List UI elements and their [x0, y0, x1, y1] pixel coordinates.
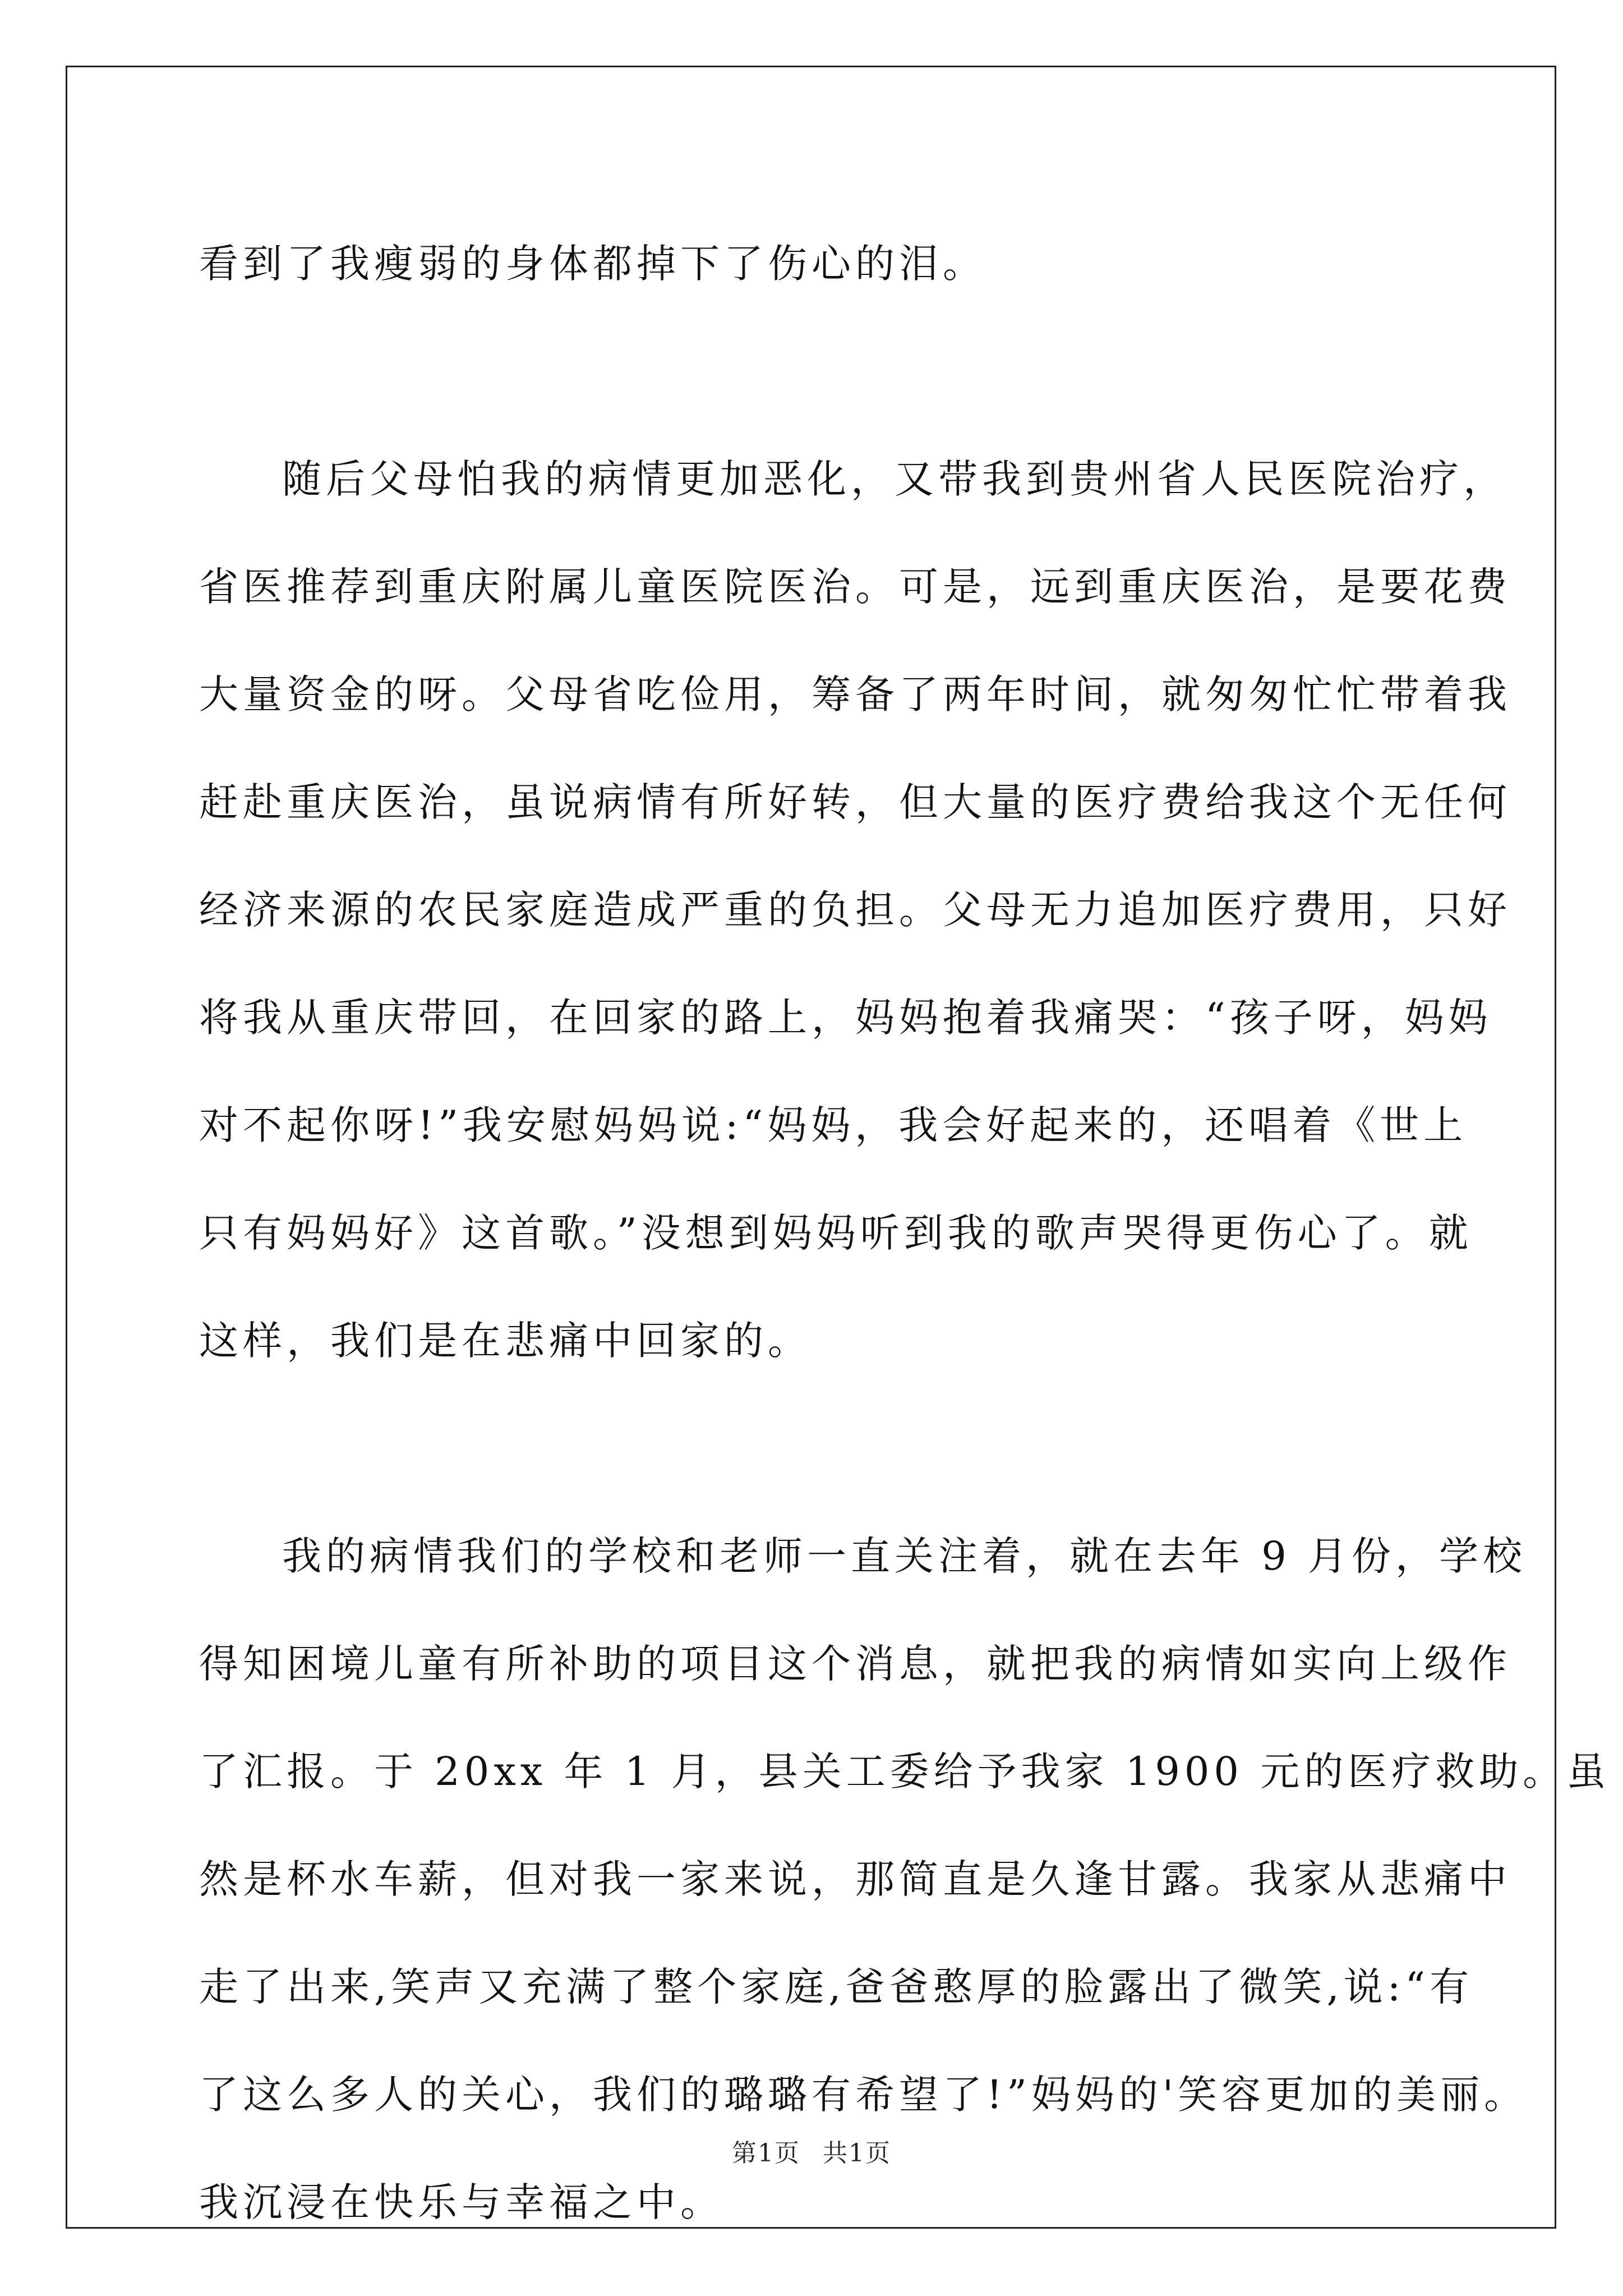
text-line: 赶赴重庆医治，虽说病情有所好转，但大量的医疗费给我这个无任何	[199, 779, 1511, 825]
text-line: 大量资金的呀。父母省吃俭用，筹备了两年时间，就匆匆忙忙带着我	[199, 671, 1511, 717]
text-line: 得知困境儿童有所补助的项目这个消息，就把我的病情如实向上级作	[199, 1641, 1511, 1687]
text-line: 省医推荐到重庆附属儿童医院医治。可是，远到重庆医治，是要花费	[199, 564, 1511, 610]
text-line: 随后父母怕我的病情更加恶化，又带我到贵州省人民医院治疗，	[282, 456, 1507, 502]
paragraph-gap	[199, 1395, 1450, 1502]
text-line: 然是杯水车薪，但对我一家来说，那简直是久逢甘露。我家从悲痛中	[199, 1856, 1511, 1902]
page-number: 第1页	[732, 2139, 800, 2168]
text-line: 我沉浸在快乐与幸福之中。	[199, 2179, 724, 2225]
text-line: 将我从重庆带回，在回家的路上，妈妈抱着我痛哭：“孩子呀，妈妈	[199, 995, 1492, 1041]
paragraph-gap	[199, 318, 1450, 425]
text-line: 对不起你呀!”我安慰妈妈说:“妈妈，我会好起来的，还唱着《世上	[199, 1102, 1468, 1148]
text-line: 了汇报。于 20xx 年 1 月，县关工委给予我家 1900 元的医疗救助。虽	[199, 1749, 1611, 1795]
page-footer	[0, 2133, 1623, 2169]
document-body	[199, 210, 1611, 2256]
text-line: 我的病情我们的学校和老师一直关注着，就在去年 9 月份，学校	[282, 1533, 1527, 1579]
text-line: 这样，我们是在悲痛中回家的。	[199, 1318, 811, 1364]
text-line: 走了出来,笑声又充满了整个家庭,爸爸憨厚的脸露出了微笑,说:“有	[199, 1964, 1474, 2010]
total-pages: 共1页	[823, 2139, 891, 2168]
text-line: 只有妈妈好》这首歌。”没想到妈妈听到我的歌声哭得更伤心了。就	[199, 1210, 1473, 1256]
text-line: 经济来源的农民家庭造成严重的负担。父母无力追加医疗费用，只好	[199, 887, 1511, 933]
text-line: 了这么多人的关心，我们的璐璐有希望了!”妈妈的'笑容更加的美丽。	[199, 2072, 1528, 2118]
text-line: 看到了我瘦弱的身体都掉下了伤心的泪。	[199, 241, 986, 287]
